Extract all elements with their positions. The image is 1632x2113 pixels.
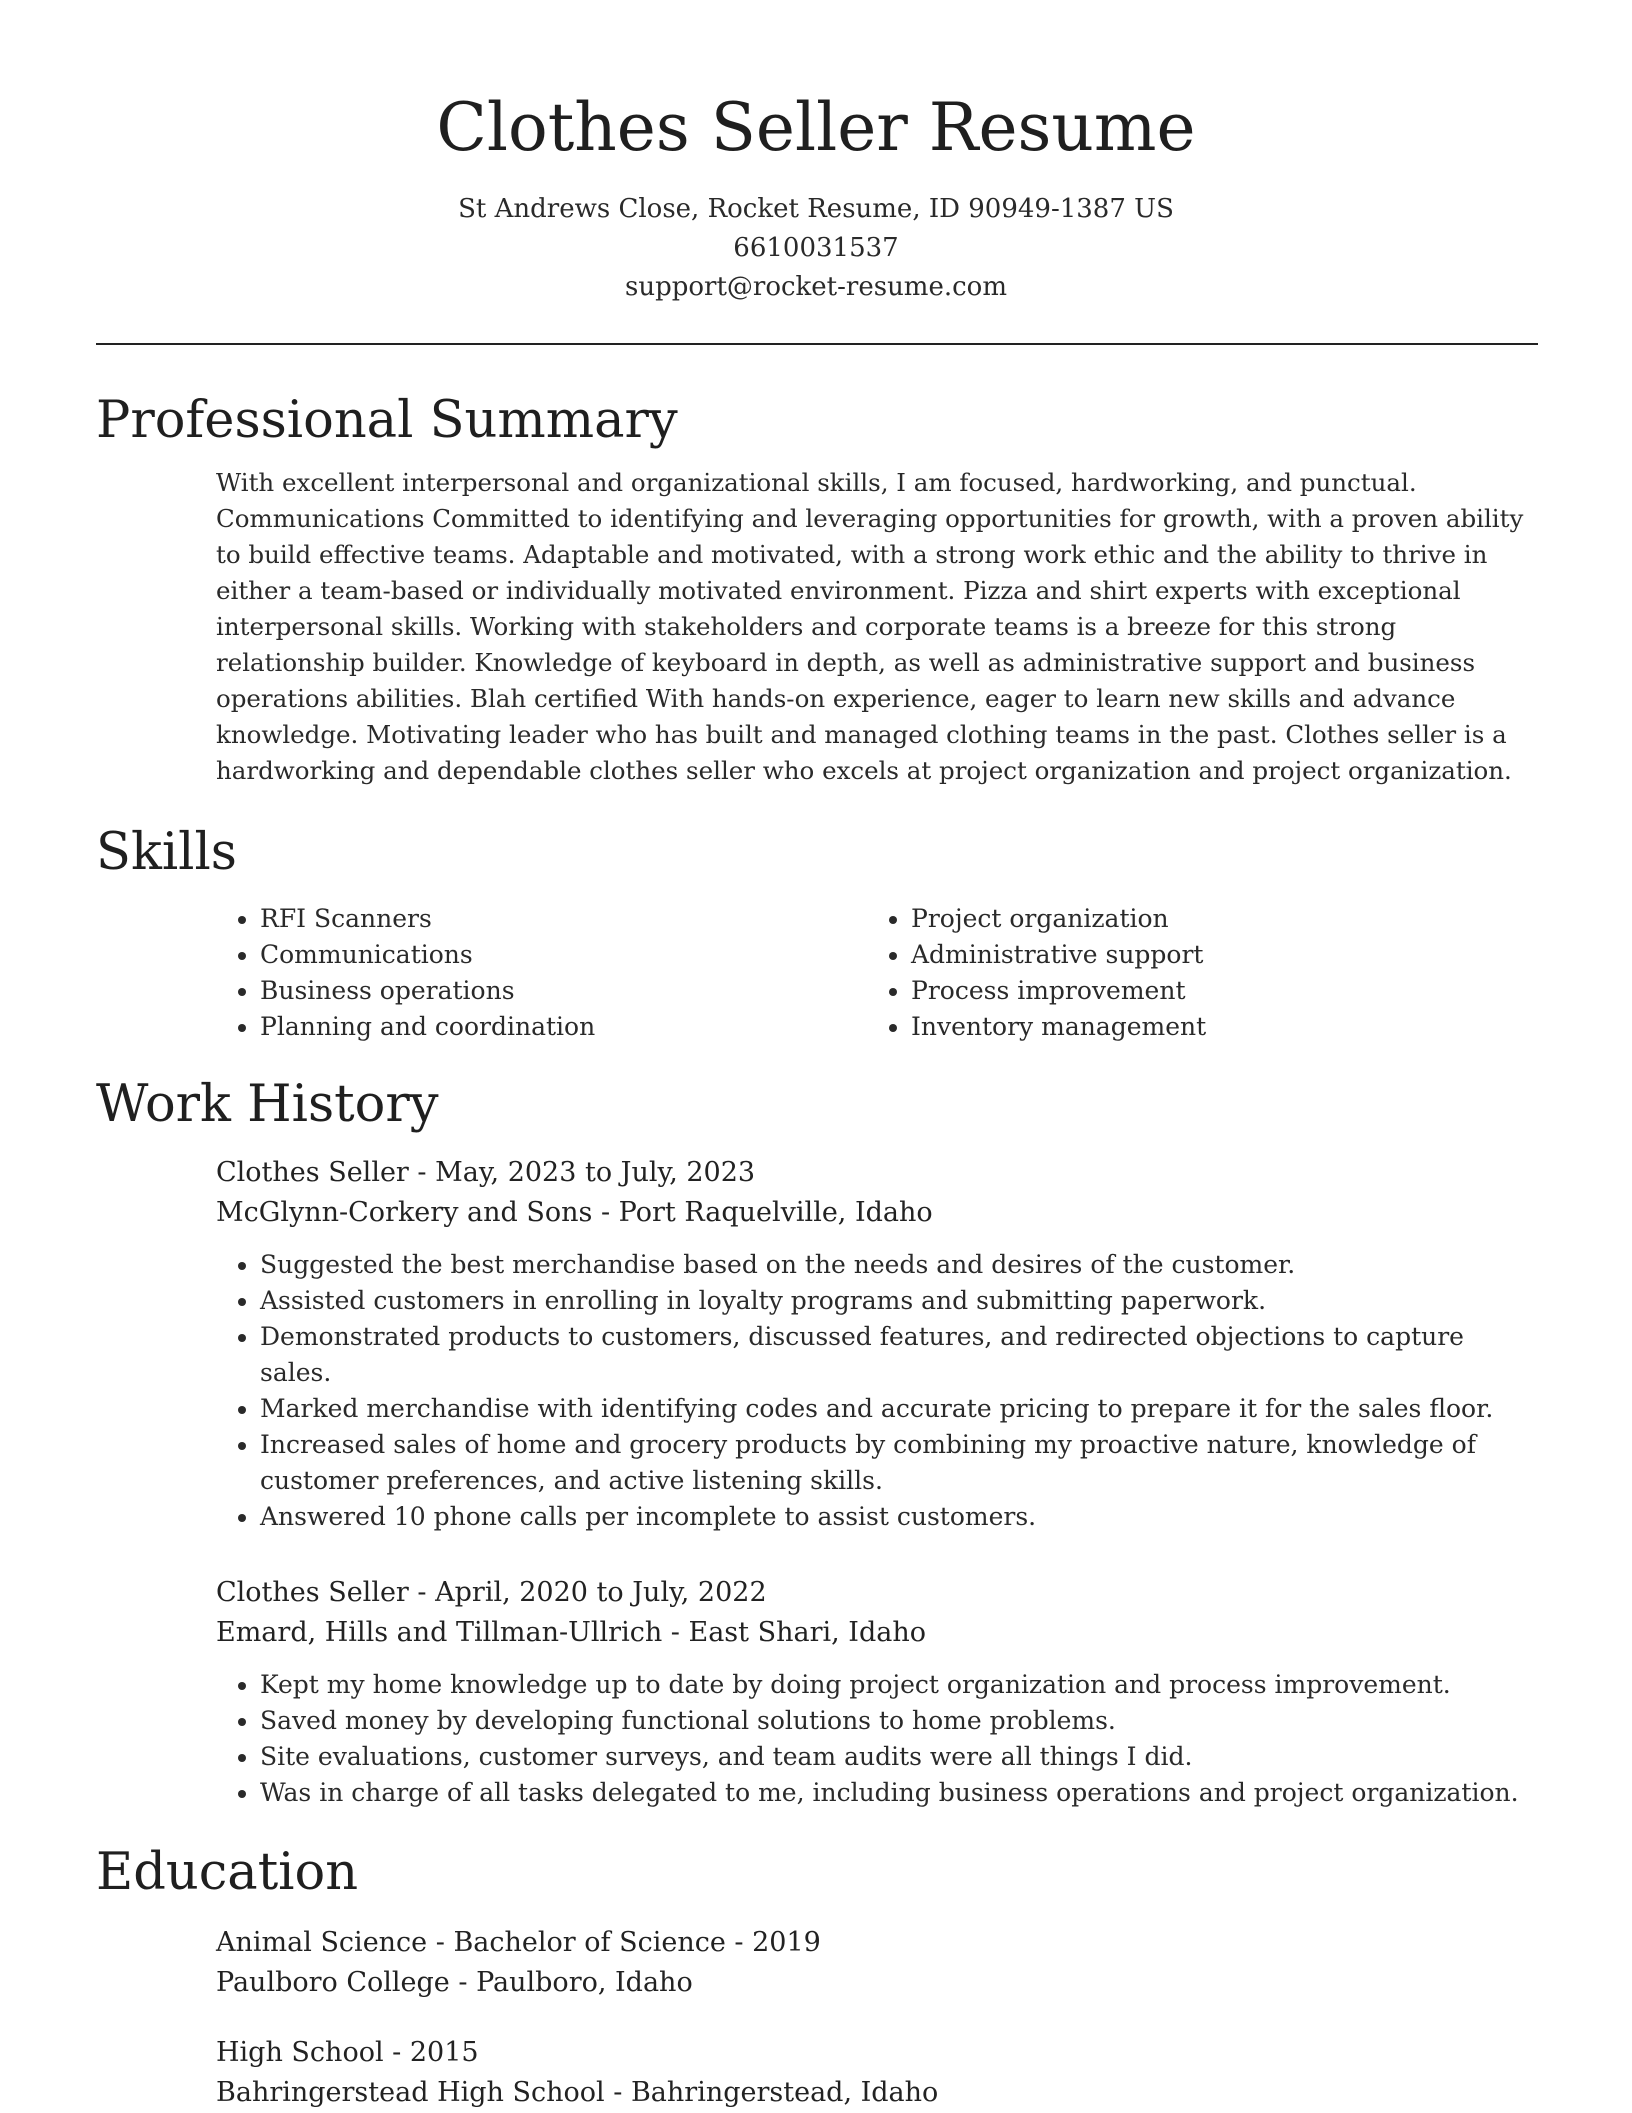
job-bullet: • Answered 10 phone calls per incomplete to assist customers.	[260, 1499, 1538, 1535]
contact-info	[96, 190, 1536, 307]
skills-heading: Skills	[96, 823, 237, 882]
work-history-section	[216, 1153, 1538, 1811]
skill-item: • Business operations	[260, 973, 867, 1009]
job-bullet: • Saved money by developing functional solutions to home problems.	[260, 1703, 1538, 1739]
skill-item: • Inventory management	[911, 1009, 1518, 1045]
job-company-location: McGlynn-Corkery and Sons - Port Raquelville, Idaho	[216, 1197, 933, 1228]
skill-item: • Planning and coordination	[260, 1009, 867, 1045]
education-entry	[216, 2033, 1538, 2113]
job-bullet: • Increased sales of home and grocery products by combining my proactive nature, knowledge of customer preferences, and active listening skills.	[260, 1427, 1538, 1499]
skill-item: • Process improvement	[911, 973, 1518, 1009]
resume-header	[96, 0, 1536, 307]
job-bullet: • Suggested the best merchandise based on the needs and desires of the customer.	[260, 1247, 1538, 1283]
job-title-dates: Clothes Seller - May, 2023 to July, 2023	[216, 1157, 756, 1188]
job-bullet: • Marked merchandise with identifying codes and accurate pricing to prepare it for the sales floor.	[260, 1391, 1538, 1427]
education-degree: Animal Science - Bachelor of Science - 2019	[216, 1927, 821, 1958]
job-title-dates: Clothes Seller - April, 2020 to July, 2022	[216, 1577, 767, 1608]
summary-section	[216, 465, 1538, 789]
skills-list-left	[216, 901, 867, 1045]
education-heading: Education	[96, 1843, 359, 1902]
education-section	[216, 1923, 1538, 2113]
header-divider	[96, 343, 1538, 345]
skills-section	[216, 901, 1538, 1045]
skill-item: • Project organization	[911, 901, 1518, 937]
phone: 6610031537	[733, 233, 899, 263]
job-bullet: • Kept my home knowledge up to date by doing project organization and process improvement.	[260, 1667, 1538, 1703]
job-bullet: • Demonstrated products to customers, discussed features, and redirected objections to capture sales.	[260, 1319, 1538, 1391]
work-history-heading: Work History	[96, 1075, 439, 1134]
email: support@rocket-resume.com	[624, 272, 1007, 302]
skill-item: • Administrative support	[911, 937, 1518, 973]
job-bullet: • Site evaluations, customer surveys, and team audits were all things I did.	[260, 1739, 1538, 1775]
skills-list-right	[867, 901, 1518, 1045]
skill-item: • Communications	[260, 937, 867, 973]
summary-heading: Professional Summary	[96, 391, 678, 450]
job-company-location: Emard, Hills and Tillman-Ullrich - East Shari, Idaho	[216, 1617, 926, 1648]
education-school: Bahringerstead High School - Bahringerstead, Idaho	[216, 2077, 939, 2108]
job-entry	[216, 1573, 1538, 1811]
job-bullet: • Assisted customers in enrolling in loyalty programs and submitting paperwork.	[260, 1283, 1538, 1319]
job-bullets	[216, 1247, 1538, 1535]
job-bullets	[216, 1667, 1538, 1811]
skill-item: • RFI Scanners	[260, 901, 867, 937]
summary-text: With excellent interpersonal and organizational skills, I am focused, hardworking, and punctual. Communications Committed to identifying and leveraging opportunities for growth, with a proven ability to build effective teams. Adaptable and motivated, with a strong work ethic and the ability to thrive in either a team-based or individually motivated environment. Pizza and shirt experts with exceptional interpersonal skills. Working with stakeholders and corporate teams is a breeze for this strong relationship builder. Knowledge of keyboard in depth, as well as administrative support and business operations abilities. Blah certified With hands-on experience, eager to learn new skills and advance knowledge. Motivating leader who has built and managed clothing teams in the past. Clothes seller is a hardworking and dependable clothes seller who excels at project organization and project organization.	[216, 468, 1524, 785]
education-school: Paulboro College - Paulboro, Idaho	[216, 1967, 693, 1998]
education-degree: High School - 2015	[216, 2037, 479, 2068]
job-entry	[216, 1153, 1538, 1535]
resume-title: Clothes Seller Resume	[436, 89, 1196, 166]
address: St Andrews Close, Rocket Resume, ID 90949-1387 US	[458, 194, 1174, 224]
education-entry	[216, 1923, 1538, 2003]
job-bullet: • Was in charge of all tasks delegated to me, including business operations and project organization.	[260, 1775, 1538, 1811]
